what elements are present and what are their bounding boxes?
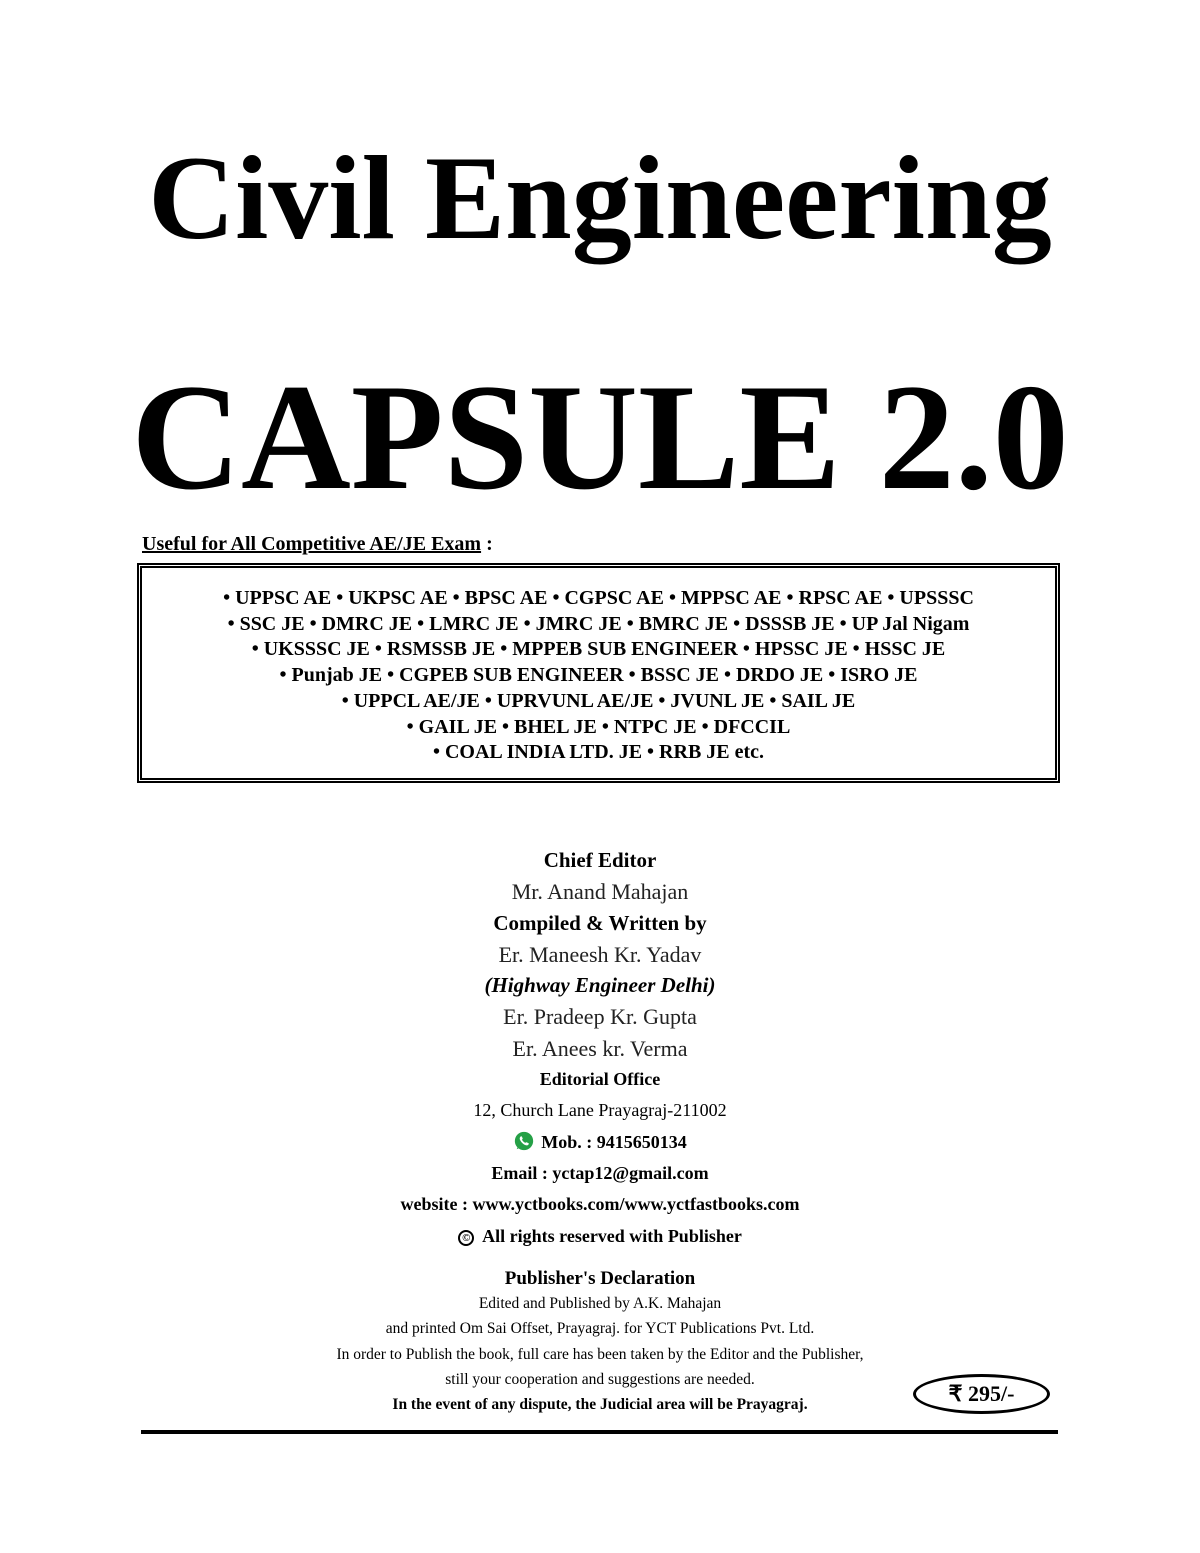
whatsapp-icon [513, 1130, 535, 1152]
email: Email : yctap12@gmail.com [491, 1162, 709, 1183]
credits-block [0, 845, 1200, 1252]
useful-for-label: Useful for All Competitive AE/JE Exam [142, 533, 482, 555]
exam-line: • UPPSC AE • UKPSC AE • BPSC AE • CGPSC AE • MPPSC AE • RPSC AE • UPSSSC [223, 587, 974, 609]
chief-editor-label: Chief Editor [543, 848, 657, 872]
chief-editor-name: Mr. Anand Mahajan [511, 879, 689, 905]
useful-for-suffix: : [481, 533, 493, 555]
declaration-title: Publisher's Declaration [504, 1268, 696, 1289]
author-name: Er. Pradeep Kr. Gupta [503, 1004, 697, 1030]
author-name: Er. Maneesh Kr. Yadav [498, 941, 702, 967]
declaration-line: and printed Om Sai Offset, Prayagraj. for YCT Publications Pvt. Ltd. [385, 1320, 815, 1338]
exam-list-box [137, 563, 1060, 783]
compiled-by-label: Compiled & Written by [493, 910, 707, 935]
office-address: 12, Church Lane Prayagraj-211002 [473, 1100, 727, 1121]
dispute-line: In the event of any dispute, the Judicial area will be Prayagraj. [392, 1396, 808, 1414]
exam-list [142, 586, 1055, 766]
mobile-number: Mob. : 9415650134 [541, 1131, 687, 1152]
book-title: Civil Engineering [148, 131, 1052, 264]
price-badge: ₹ 295/- [913, 1374, 1050, 1414]
author-name: Er. Anees kr. Verma [512, 1035, 688, 1061]
rights-text: All rights reserved with Publisher [482, 1225, 742, 1246]
useful-for-heading [142, 533, 493, 556]
copyright-icon: © [458, 1230, 474, 1246]
exam-line: • UKSSSC JE • RSMSSB JE • MPPEB SUB ENGINEER • HPSSC JE • HSSC JE [251, 638, 946, 661]
exam-line: • Punjab JE • CGPEB SUB ENGINEER • BSSC JE • DRDO JE • ISRO JE [279, 664, 918, 687]
declaration-line: Edited and Published by A.K. Mahajan [478, 1295, 722, 1312]
author-note: (Highway Engineer Delhi) [484, 973, 716, 998]
exam-line: • UPPCL AE/JE • UPRVUNL AE/JE • JVUNL JE • SAIL JE [341, 689, 856, 712]
rights-row [0, 1221, 1200, 1252]
exam-line: • COAL INDIA LTD. JE • RRB JE etc. [432, 741, 765, 764]
exam-line: • SSC JE • DMRC JE • LMRC JE • JMRC JE • BMRC JE • DSSSB JE • UP Jal Nigam [227, 612, 970, 635]
bottom-divider [141, 1430, 1058, 1434]
declaration-line: still your cooperation and suggestions are needed. [445, 1370, 755, 1388]
book-subtitle: CAPSULE 2.0 [131, 353, 1069, 521]
declaration-line: In order to Publish the book, full care has been taken by the Editor and the Publisher, [336, 1345, 864, 1363]
exam-line: • GAIL JE • BHEL JE • NTPC JE • DFCCIL [406, 715, 791, 738]
website: website : www.yctbooks.com/www.yctfastbooks.com [400, 1194, 800, 1215]
editorial-office-label: Editorial Office [539, 1069, 661, 1090]
mobile-row [0, 1127, 1200, 1158]
